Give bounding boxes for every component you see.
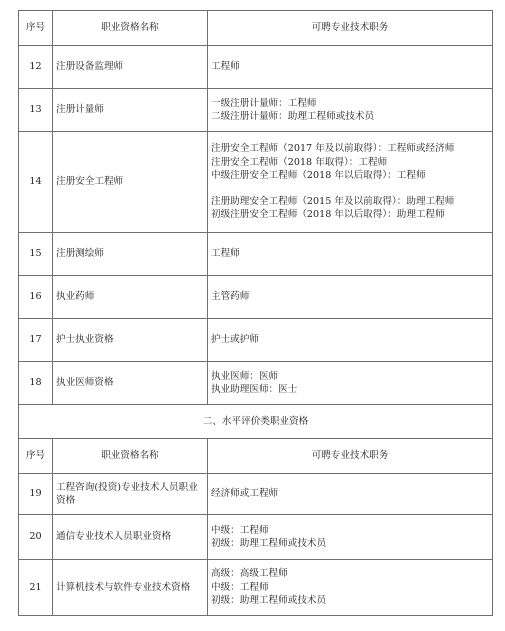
table-row <box>19 515 493 560</box>
header-duty: 可聘专业技术职务 <box>208 439 493 474</box>
header-num: 序号 <box>19 11 53 46</box>
row-duty <box>208 474 493 515</box>
row-name: 工程咨询(投资)专业技术人员职业资格 <box>53 474 208 515</box>
row-duty <box>208 319 493 362</box>
table-row <box>19 319 493 362</box>
duty-line: 注册助理安全工程师（2015 年及以前取得）：助理工程师 <box>211 195 455 207</box>
duty-line: 经济师或工程师 <box>211 488 279 500</box>
row-name: 计算机技术与软件专业技术资格 <box>53 560 208 616</box>
row-num: 20 <box>19 515 53 560</box>
row-duty <box>208 276 493 319</box>
row-name: 注册计量师 <box>53 89 208 132</box>
row-name: 执业药师 <box>53 276 208 319</box>
row-name: 执业医师资格 <box>53 362 208 405</box>
row-num: 12 <box>19 46 53 89</box>
row-duty <box>208 89 493 132</box>
row-num: 16 <box>19 276 53 319</box>
table-row <box>19 132 493 233</box>
header-name: 职业资格名称 <box>53 439 208 474</box>
row-name: 注册设备监理师 <box>53 46 208 89</box>
row-duty <box>208 560 493 616</box>
qualification-table <box>18 10 493 616</box>
table-header-row <box>19 11 493 46</box>
row-duty <box>208 132 493 233</box>
row-duty <box>208 46 493 89</box>
header-duty: 可聘专业技术职务 <box>208 11 493 46</box>
table-row <box>19 89 493 132</box>
duty-line: 护士或护师 <box>211 334 259 346</box>
header-num: 序号 <box>19 439 53 474</box>
row-num: 17 <box>19 319 53 362</box>
row-num: 21 <box>19 560 53 616</box>
row-num: 14 <box>19 132 53 233</box>
table-row <box>19 362 493 405</box>
row-name: 注册测绘师 <box>53 233 208 276</box>
duty-line: 中级：工程师 <box>211 581 269 593</box>
duty-line: 主管药师 <box>211 291 250 303</box>
row-duty <box>208 233 493 276</box>
duty-line: 中级：工程师 <box>211 524 269 536</box>
duty-line: 高级：高级工程师 <box>211 568 288 580</box>
duty-line: 注册安全工程师（2017 年及以前取得）：工程师或经济师 <box>211 143 455 155</box>
duty-line: 工程师 <box>211 61 240 73</box>
section-title: 二、水平评价类职业资格 <box>19 405 493 439</box>
row-num: 15 <box>19 233 53 276</box>
row-duty <box>208 362 493 405</box>
table-row <box>19 474 493 515</box>
table-row <box>19 233 493 276</box>
duty-line: 执业医师：医师 <box>211 370 279 382</box>
row-duty <box>208 515 493 560</box>
duty-line: 初级：助理工程师或技术员 <box>211 595 327 607</box>
duty-line: 一级注册计量师：工程师 <box>211 97 317 109</box>
row-name: 护士执业资格 <box>53 319 208 362</box>
duty-line: 注册安全工程师（2018 年取得）：工程师 <box>211 156 388 168</box>
duty-line: 执业助理医师：医士 <box>211 384 298 395</box>
table-row <box>19 46 493 89</box>
header-name: 职业资格名称 <box>53 11 208 46</box>
row-num: 19 <box>19 474 53 515</box>
row-name: 注册安全工程师 <box>53 132 208 233</box>
row-name: 通信专业技术人员职业资格 <box>53 515 208 560</box>
duty-line: 初级注册安全工程师（2018 年以后取得）：助理工程师 <box>211 209 445 221</box>
qualification-table-page <box>18 10 492 616</box>
duty-line: 中级注册安全工程师（2018 年以后取得）：工程师 <box>211 170 426 182</box>
duty-spacer <box>211 183 489 195</box>
row-num: 18 <box>19 362 53 405</box>
table-row <box>19 276 493 319</box>
duty-line: 初级：助理工程师或技术员 <box>211 538 327 549</box>
table-row <box>19 560 493 616</box>
duty-line: 工程师 <box>211 248 240 260</box>
duty-line: 二级注册计量师：助理工程师或技术员 <box>211 111 375 122</box>
table-header-row <box>19 439 493 474</box>
section-title-row <box>19 405 493 439</box>
row-num: 13 <box>19 89 53 132</box>
